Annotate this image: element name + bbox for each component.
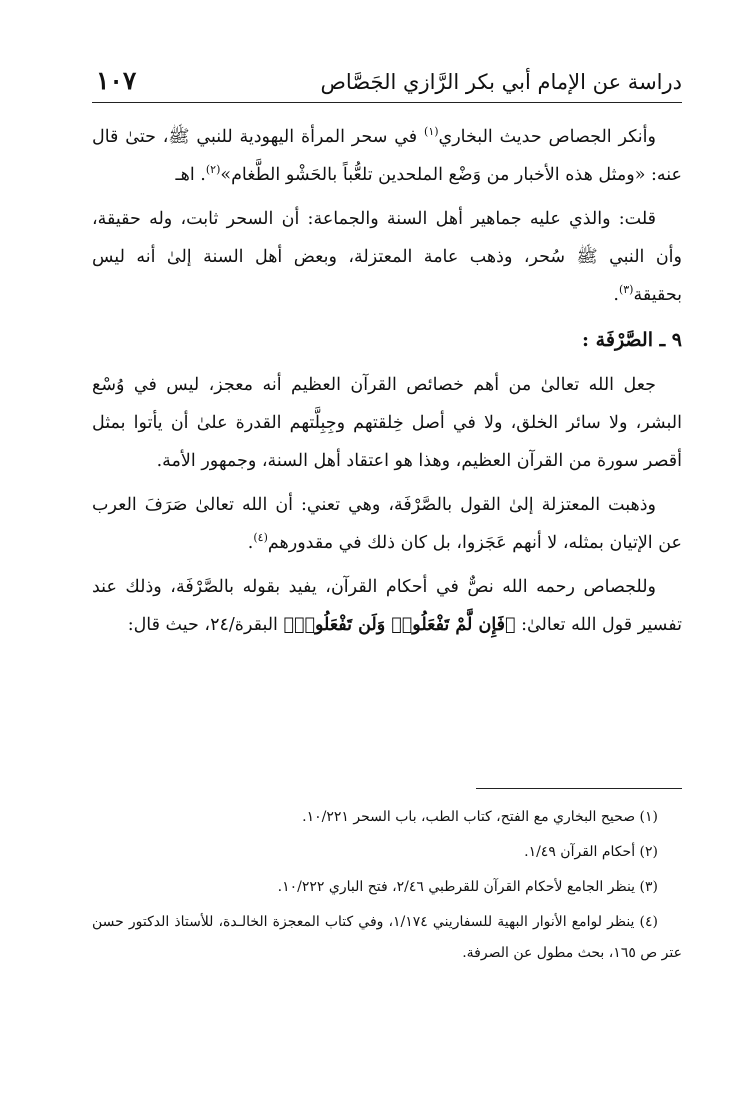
paragraph-5-text-b: البقرة/٢٤، حيث قال: xyxy=(127,615,284,635)
paragraph-1-text-b: في سحر المرأة اليهودية للنبي ﷺ، حتىٰ قال عنه: «ومثل هذه الأخبار من وَضْع الملحدين تلعُّباً بالحَشْو الطَّغام» xyxy=(92,127,682,185)
footnote-ref-3: (٣) xyxy=(618,283,634,297)
paragraph-1-text-a: وأنكر الجصاص حديث البخاري xyxy=(438,127,656,147)
footnote-ref-2: (٢) xyxy=(205,163,221,177)
paragraph-5 xyxy=(92,568,682,644)
footnote-ref-4: (٤) xyxy=(253,531,268,545)
paragraph-4 xyxy=(92,486,682,562)
paragraph-5-text-a: وللجصاص رحمه الله نصٌّ في أحكام القرآن، يفيد بقوله بالصَّرْفَة، وذلك عند تفسير قول الله تعالىٰ: xyxy=(92,577,682,635)
running-header xyxy=(92,62,682,103)
main-text xyxy=(92,118,682,650)
paragraph-1-text-c: . اهـ xyxy=(175,165,206,185)
page-number: ١٠٧ xyxy=(96,66,137,95)
footnote-divider xyxy=(476,788,682,789)
footnote-2: (٢) أحكام القرآن ١/٤٩. xyxy=(524,844,658,860)
section-heading: ٩ ـ الصَّرْفَة : xyxy=(582,329,682,351)
paragraph-2-text-a: قلت: والذي عليه جماهير أهل السنة والجماعة: أن السحر ثابت، وله حقيقة، وأن النبي ﷺ سُحر، وذهب عامة المعتزلة، وبعض أهل السنة إلىٰ أنه ليس بحقيقة xyxy=(92,209,682,305)
paragraph-1 xyxy=(92,118,682,194)
header-title: دراسة عن الإمام أبي بكر الرَّازي الجَصَّاص xyxy=(320,70,682,94)
footnote-4: (٤) ينظر لوامع الأنوار البهية للسفاريني ١/١٧٤، وفي كتاب المعجزة الخالـدة، للأستاذ الدكتور حسن عتر ص ١٦٥، بحث مطول عن الصرفة. xyxy=(92,914,682,961)
paragraph-2 xyxy=(92,200,682,314)
footnote-ref-1: (١) xyxy=(424,125,439,139)
paragraph-2-text-b: . xyxy=(613,285,619,305)
footnote-1: (١) صحيح البخاري مع الفتح، كتاب الطب، باب السحر ١٠/٢٢١. xyxy=(302,809,658,825)
footnotes xyxy=(92,802,682,973)
paragraph-4-text-b: . xyxy=(247,533,254,553)
footnote-3: (٣) ينظر الجامع لأحكام القرآن للقرطبي ٢/٤٦، فتح الباري ١٠/٢٢٢. xyxy=(277,879,658,895)
paragraph-3: جعل الله تعالىٰ من أهم خصائص القرآن العظيم أنه معجز، ليس في وُسْع البشر، ولا سائر الخلق، ولا في أصل خِلقتهم وجِبِلَّتهم القدرة علىٰ أن يأتوا بمثل أقصر سورة من القرآن العظيم، وهذا هو اعتقاد أهل السنة، وجمهور الأمة. xyxy=(92,375,682,471)
quran-verse: ﴿فَإِن لَّمْ تَفْعَلُوا۟ وَلَن تَفْعَلُوا۟﴾ xyxy=(283,615,516,635)
paragraph-4-text-a: وذهبت المعتزلة إلىٰ القول بالصَّرْفَة، وهي تعني: أن الله تعالىٰ صَرَفَ العرب عن الإتيان بمثله، لا أنهم عَجَزوا، بل كان ذلك في مقدورهم xyxy=(92,495,682,553)
